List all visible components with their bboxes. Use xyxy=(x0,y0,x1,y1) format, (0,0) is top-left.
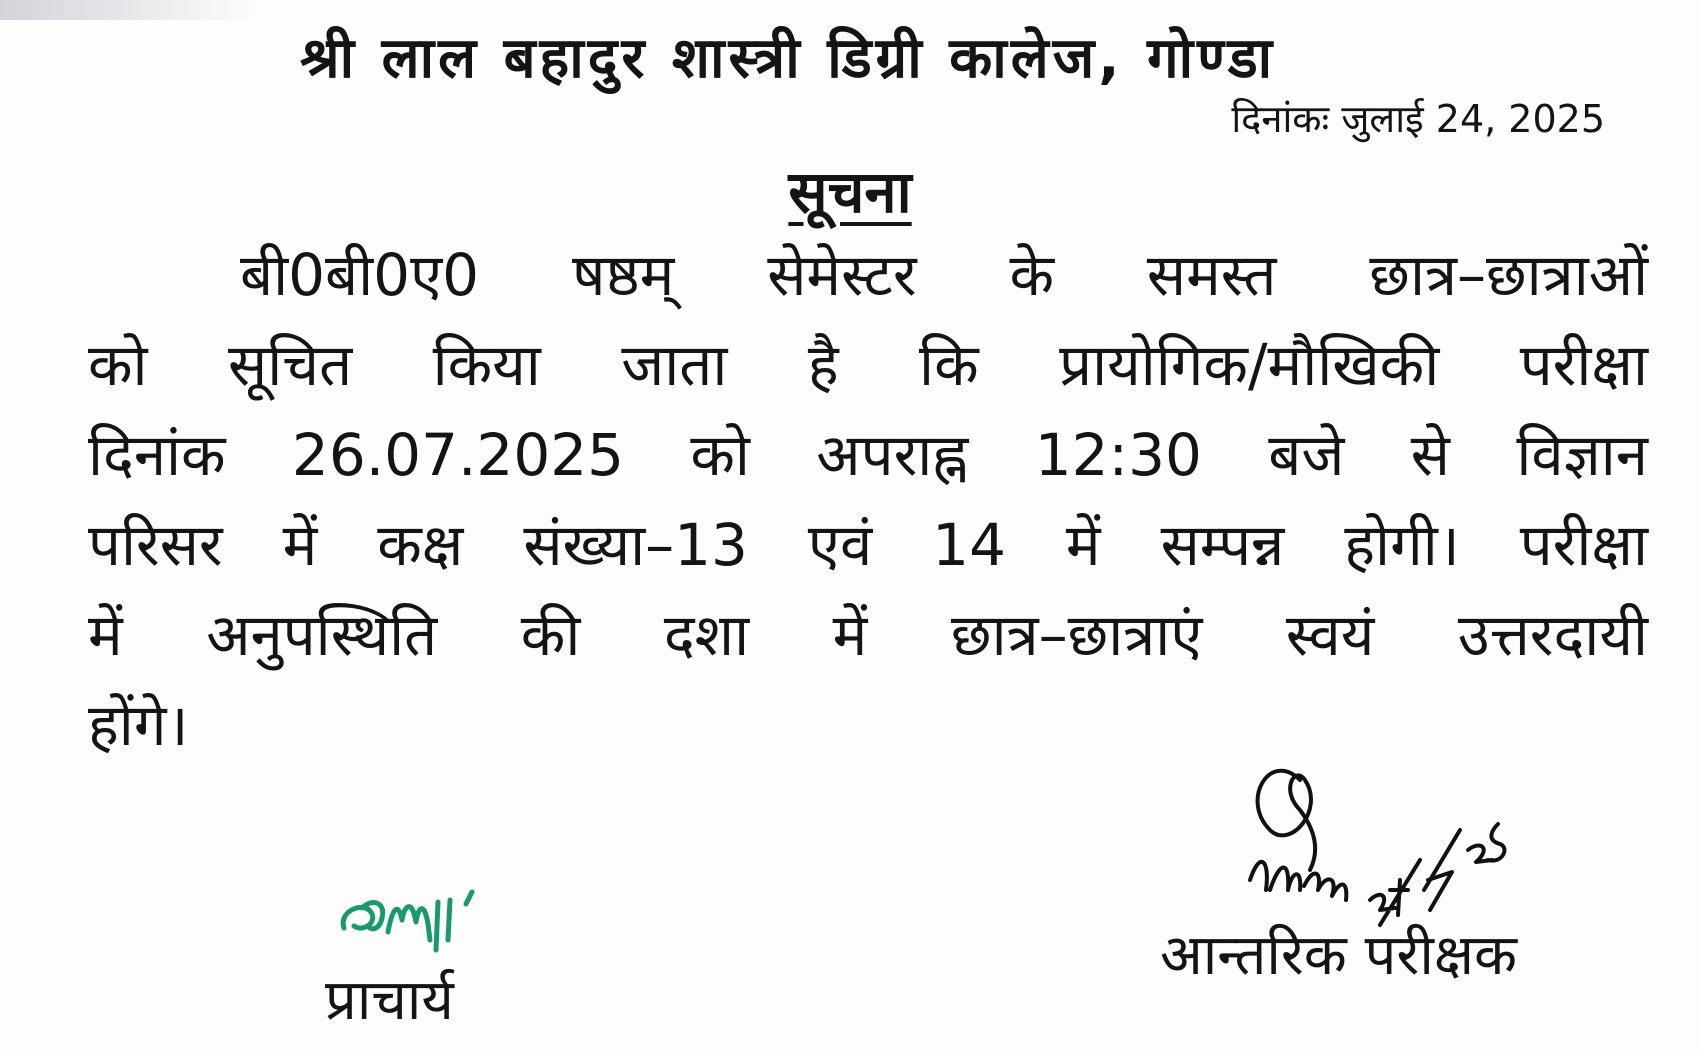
notice-heading-text: सूचना xyxy=(788,158,912,226)
notice-date: दिनांकः जुलाई 24, 2025 xyxy=(1231,97,1605,141)
principal-signature xyxy=(332,880,512,970)
page-edge-shadow xyxy=(0,0,260,20)
college-name: श्री लाल बहादुर शास्त्री डिग्री कालेज, गोण्डा xyxy=(300,26,1277,91)
examiner-label: आन्तरिक परीक्षक xyxy=(1160,923,1517,988)
notice-line: परिसर में कक्ष संख्या–13 एवं 14 में सम्पन्न होगी। परीक्षा xyxy=(88,511,1648,579)
principal-label: प्राचार्य xyxy=(325,968,454,1033)
notice-body xyxy=(88,230,1648,770)
examiner-signature xyxy=(1230,740,1510,940)
notice-heading xyxy=(0,150,1700,229)
notice-line: में अनुपस्थिति की दशा में छात्र–छात्राएं स्वयं उत्तरदायी xyxy=(88,601,1648,669)
notice-line: को सूचित किया जाता है कि प्रायोगिक/मौखिकी परीक्षा xyxy=(88,331,1648,399)
notice-line: दिनांक 26.07.2025 को अपराह्न 12:30 बजे से विज्ञान xyxy=(88,421,1648,489)
notice-line: होंगे। xyxy=(88,691,189,759)
notice-line: बी0बी0ए0 षष्ठम् सेमेस्टर के समस्त छात्र–छात्राओं xyxy=(240,241,1648,309)
